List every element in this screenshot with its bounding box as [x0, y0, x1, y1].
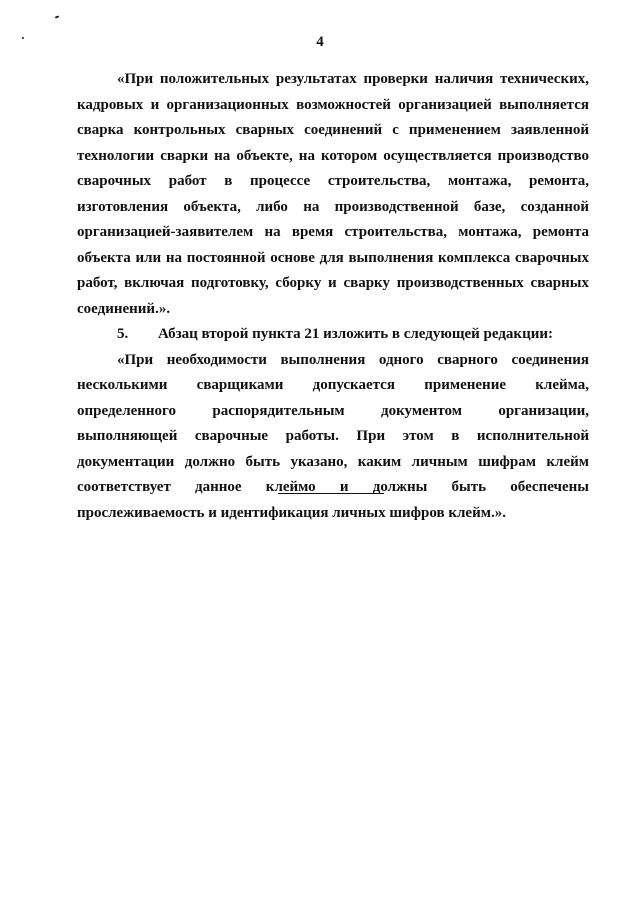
- item-number: 5.: [117, 326, 129, 342]
- document-body: [77, 67, 589, 526]
- end-rule: [278, 493, 384, 494]
- item-text: Абзац второй пункта 21 изложить в следующей редакции:: [158, 326, 553, 342]
- scan-mark: [55, 15, 59, 18]
- paragraph-welding-check: «При положительных результатах проверки наличия технических, кадровых и организационных возможностей организацией выполняется сварка контрольных сварных соединений с применением заявленной технологии сварки на объекте, на котором осуществляется производство сварочных работ в процессе строительства, монтажа, ремонта, изготовления объекта, либо на производственной базе, созданной организацией-заявителем на время строительства, монтажа, ремонта объекта или на постоянной основе для выполнения комплекса сварочных работ, включая подготовку, сборку и сварку производственных сварных соединений.».: [77, 71, 589, 317]
- page-number: 4: [316, 34, 324, 50]
- paragraph-item-5: [77, 322, 589, 348]
- paragraph-stamp-usage: «При необходимости выполнения одного сварного соединения несколькими сварщиками допускается применение клейма, определенного распорядительным документом организации, выполняющей сварочные работы. При этом в исполнительной документации должно быть указано, каким личным шифрам клейм соответствует данное клеймо и должны быть обеспечены прослеживаемость и идентификация личных шифров клейм.».: [77, 351, 589, 521]
